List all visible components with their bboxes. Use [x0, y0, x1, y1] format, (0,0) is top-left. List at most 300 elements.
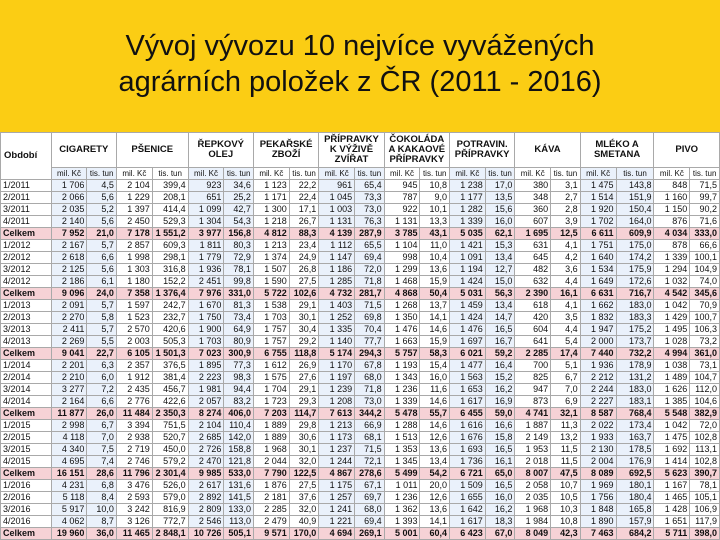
value-tis-tun-cell: 1 501,3	[152, 348, 188, 360]
value-tis-tun-cell: 62,1	[485, 228, 515, 240]
value-tis-tun-cell: 73,3	[355, 192, 385, 204]
value-mil-kc-cell: 1 171	[253, 192, 289, 204]
value-mil-kc-cell: 7 976	[188, 288, 224, 300]
value-tis-tun-cell: 37,6	[289, 492, 319, 504]
total-row	[1, 408, 720, 420]
value-mil-kc-cell: 700	[515, 360, 551, 372]
value-tis-tun-cell: 83,2	[224, 396, 254, 408]
value-mil-kc-cell: 1 514	[580, 192, 616, 204]
value-mil-kc-cell: 1 339	[449, 216, 485, 228]
unit-header: tis. tun	[690, 168, 720, 180]
value-tis-tun-cell: 15,4	[420, 360, 450, 372]
value-mil-kc-cell: 1 640	[580, 252, 616, 264]
table-row	[1, 300, 720, 312]
value-tis-tun-cell: 65,5	[355, 240, 385, 252]
value-mil-kc-cell: 7 178	[116, 228, 152, 240]
value-tis-tun-cell: 529,3	[152, 216, 188, 228]
table-row	[1, 360, 720, 372]
value-tis-tun-cell: 16,2	[485, 504, 515, 516]
unit-header: tis. tun	[289, 168, 319, 180]
value-mil-kc-cell: 4 062	[51, 516, 87, 528]
period-cell: 4/2013	[1, 336, 52, 348]
group-header: KÁVA	[515, 133, 580, 168]
unit-header: mil. Kč	[319, 168, 355, 180]
value-mil-kc-cell: 1 362	[384, 504, 420, 516]
value-mil-kc-cell: 1 303	[116, 264, 152, 276]
value-mil-kc-cell: 5 722	[253, 288, 289, 300]
value-mil-kc-cell: 4 694	[319, 528, 355, 540]
value-tis-tun-cell: 151,9	[616, 192, 654, 204]
value-tis-tun-cell: 102,8	[690, 432, 720, 444]
value-tis-tun-cell: 16,5	[485, 324, 515, 336]
value-tis-tun-cell: 13,4	[485, 252, 515, 264]
value-mil-kc-cell: 1 653	[449, 384, 485, 396]
value-mil-kc-cell: 7 440	[580, 348, 616, 360]
value-tis-tun-cell: 3,6	[551, 264, 581, 276]
value-mil-kc-cell: 5 917	[51, 504, 87, 516]
table-row	[1, 396, 720, 408]
value-tis-tun-cell: 816,9	[152, 504, 188, 516]
value-tis-tun-cell: 22,4	[289, 192, 319, 204]
value-mil-kc-cell: 2 270	[51, 312, 87, 324]
value-mil-kc-cell: 4 139	[319, 228, 355, 240]
value-tis-tun-cell: 77,3	[224, 360, 254, 372]
table-row	[1, 324, 720, 336]
period-cell: Celkem	[1, 408, 52, 420]
value-tis-tun-cell: 173,4	[616, 420, 654, 432]
value-tis-tun-cell: 98,3	[224, 372, 254, 384]
value-tis-tun-cell: 345,6	[690, 288, 720, 300]
value-tis-tun-cell: 5,7	[87, 324, 117, 336]
table-row	[1, 216, 720, 228]
value-tis-tun-cell: 11,5	[551, 456, 581, 468]
value-tis-tun-cell: 69,4	[355, 516, 385, 528]
value-mil-kc-cell: 1 751	[580, 240, 616, 252]
value-tis-tun-cell: 10,8	[551, 516, 581, 528]
value-mil-kc-cell: 1 676	[449, 432, 485, 444]
value-mil-kc-cell: 1 920	[580, 204, 616, 216]
value-mil-kc-cell: 1 507	[253, 264, 289, 276]
value-mil-kc-cell: 1 832	[580, 312, 616, 324]
value-mil-kc-cell: 4 867	[319, 468, 355, 480]
value-tis-tun-cell: 382,9	[690, 408, 720, 420]
value-tis-tun-cell: 110,4	[224, 420, 254, 432]
value-mil-kc-cell: 1 091	[449, 252, 485, 264]
value-mil-kc-cell: 1 895	[188, 360, 224, 372]
value-mil-kc-cell: 1 236	[384, 384, 420, 396]
group-header: PIVO	[654, 133, 720, 168]
table-row	[1, 264, 720, 276]
units-header-row	[1, 168, 720, 180]
value-mil-kc-cell: 2 451	[188, 276, 224, 288]
value-tis-tun-cell: 333,0	[690, 228, 720, 240]
value-mil-kc-cell: 4 542	[654, 288, 690, 300]
value-tis-tun-cell: 390,7	[690, 468, 720, 480]
value-tis-tun-cell: 6,1	[87, 276, 117, 288]
value-mil-kc-cell: 947	[515, 384, 551, 396]
value-tis-tun-cell: 112,0	[690, 384, 720, 396]
value-mil-kc-cell: 1 403	[319, 300, 355, 312]
value-tis-tun-cell: 6,7	[87, 420, 117, 432]
period-cell: Celkem	[1, 348, 52, 360]
value-mil-kc-cell: 4 812	[253, 228, 289, 240]
value-mil-kc-cell: 1 703	[188, 336, 224, 348]
value-mil-kc-cell: 1 374	[253, 252, 289, 264]
value-tis-tun-cell: 29,3	[289, 396, 319, 408]
value-mil-kc-cell: 1 042	[654, 300, 690, 312]
value-tis-tun-cell: 55,7	[420, 408, 450, 420]
value-tis-tun-cell: 7,2	[87, 384, 117, 396]
value-mil-kc-cell: 1 011	[384, 480, 420, 492]
value-tis-tun-cell: 7,0	[87, 432, 117, 444]
value-mil-kc-cell: 1 123	[253, 180, 289, 192]
value-tis-tun-cell: 72,0	[690, 420, 720, 432]
table-row	[1, 492, 720, 504]
value-mil-kc-cell: 10 726	[188, 528, 224, 540]
value-tis-tun-cell: 54,3	[224, 216, 254, 228]
value-mil-kc-cell: 6 021	[449, 348, 485, 360]
value-tis-tun-cell: 287,9	[355, 228, 385, 240]
value-mil-kc-cell: 1 186	[319, 264, 355, 276]
title-line-1: Vývoj vývozu 10 nejvíce vyvážených	[125, 30, 595, 62]
value-mil-kc-cell: 1 288	[384, 420, 420, 432]
value-mil-kc-cell: 645	[515, 252, 551, 264]
value-tis-tun-cell: 26,9	[289, 360, 319, 372]
value-mil-kc-cell: 632	[515, 276, 551, 288]
value-mil-kc-cell: 1 428	[654, 504, 690, 516]
value-mil-kc-cell: 1 147	[319, 252, 355, 264]
value-mil-kc-cell: 1 848	[580, 504, 616, 516]
value-mil-kc-cell: 2 066	[51, 192, 87, 204]
value-mil-kc-cell: 1 697	[449, 336, 485, 348]
value-mil-kc-cell: 1 424	[449, 276, 485, 288]
value-tis-tun-cell: 40,9	[289, 516, 319, 528]
value-tis-tun-cell: 80,9	[224, 336, 254, 348]
table-row	[1, 480, 720, 492]
value-tis-tun-cell: 29,8	[289, 420, 319, 432]
value-mil-kc-cell: 1 475	[580, 180, 616, 192]
value-mil-kc-cell: 1 912	[116, 372, 152, 384]
value-tis-tun-cell: 12,6	[420, 492, 450, 504]
value-mil-kc-cell: 1 393	[384, 516, 420, 528]
value-mil-kc-cell: 2 285	[515, 348, 551, 360]
value-mil-kc-cell: 1 241	[319, 504, 355, 516]
value-tis-tun-cell: 69,8	[355, 312, 385, 324]
value-mil-kc-cell: 1 112	[319, 240, 355, 252]
period-cell: 2/2011	[1, 192, 52, 204]
value-mil-kc-cell: 2 357	[116, 360, 152, 372]
value-mil-kc-cell: 1 282	[449, 204, 485, 216]
value-tis-tun-cell: 12,7	[485, 264, 515, 276]
value-tis-tun-cell: 5,1	[551, 360, 581, 372]
total-row	[1, 228, 720, 240]
value-tis-tun-cell: 26,7	[289, 216, 319, 228]
value-mil-kc-cell: 1 750	[188, 312, 224, 324]
value-tis-tun-cell: 6,3	[87, 360, 117, 372]
value-tis-tun-cell: 692,5	[616, 468, 654, 480]
value-tis-tun-cell: 505,3	[152, 336, 188, 348]
value-mil-kc-cell: 19 960	[51, 528, 87, 540]
value-tis-tun-cell: 208,1	[152, 192, 188, 204]
value-mil-kc-cell: 5 548	[654, 408, 690, 420]
value-tis-tun-cell: 118,8	[289, 348, 319, 360]
value-tis-tun-cell: 100,7	[690, 312, 720, 324]
value-tis-tun-cell: 173,7	[616, 336, 654, 348]
value-tis-tun-cell: 183,1	[616, 396, 654, 408]
value-mil-kc-cell: 1 424	[449, 312, 485, 324]
value-tis-tun-cell: 16,9	[485, 396, 515, 408]
value-tis-tun-cell: 13,5	[485, 192, 515, 204]
value-mil-kc-cell: 1 299	[384, 264, 420, 276]
value-tis-tun-cell: 73,0	[355, 396, 385, 408]
value-tis-tun-cell: 2,8	[551, 204, 581, 216]
value-mil-kc-cell: 6 631	[580, 288, 616, 300]
value-tis-tun-cell: 14,1	[420, 516, 450, 528]
value-tis-tun-cell: 183,3	[616, 312, 654, 324]
value-mil-kc-cell: 604	[515, 324, 551, 336]
value-tis-tun-cell: 113,1	[690, 444, 720, 456]
value-tis-tun-cell: 104,9	[690, 264, 720, 276]
value-mil-kc-cell: 1 757	[253, 324, 289, 336]
value-tis-tun-cell: 131,6	[224, 480, 254, 492]
value-mil-kc-cell: 2 035	[515, 492, 551, 504]
value-mil-kc-cell: 3 126	[116, 516, 152, 528]
value-mil-kc-cell: 1 465	[654, 492, 690, 504]
value-tis-tun-cell: 58,3	[420, 348, 450, 360]
value-mil-kc-cell: 1 495	[654, 324, 690, 336]
value-mil-kc-cell: 1 252	[319, 312, 355, 324]
value-mil-kc-cell: 1 173	[319, 432, 355, 444]
value-mil-kc-cell: 1 345	[384, 456, 420, 468]
value-mil-kc-cell: 1 702	[580, 216, 616, 228]
period-cell: 1/2016	[1, 480, 52, 492]
value-tis-tun-cell: 16,0	[485, 492, 515, 504]
value-tis-tun-cell: 772,7	[152, 516, 188, 528]
value-mil-kc-cell: 1 140	[319, 336, 355, 348]
value-mil-kc-cell: 1 968	[253, 444, 289, 456]
value-tis-tun-cell: 152,2	[152, 276, 188, 288]
value-mil-kc-cell: 1 042	[654, 420, 690, 432]
value-tis-tun-cell: 12,5	[551, 228, 581, 240]
period-cell: Celkem	[1, 468, 52, 480]
value-mil-kc-cell: 5 174	[319, 348, 355, 360]
value-tis-tun-cell: 15,6	[485, 204, 515, 216]
value-mil-kc-cell: 1 304	[188, 216, 224, 228]
value-mil-kc-cell: 6 455	[449, 408, 485, 420]
value-mil-kc-cell: 1 429	[654, 312, 690, 324]
value-mil-kc-cell: 3 476	[116, 480, 152, 492]
value-mil-kc-cell: 4 994	[654, 348, 690, 360]
unit-header: tis. tun	[551, 168, 581, 180]
value-tis-tun-cell: 141,5	[224, 492, 254, 504]
value-tis-tun-cell: 232,7	[152, 312, 188, 324]
value-tis-tun-cell: 158,8	[224, 444, 254, 456]
value-tis-tun-cell: 10,5	[551, 492, 581, 504]
value-mil-kc-cell: 1 703	[253, 312, 289, 324]
value-mil-kc-cell: 1 193	[384, 360, 420, 372]
value-mil-kc-cell: 420	[515, 312, 551, 324]
value-mil-kc-cell: 1 723	[253, 396, 289, 408]
value-mil-kc-cell: 1 213	[319, 420, 355, 432]
period-cell: 4/2016	[1, 516, 52, 528]
value-mil-kc-cell: 2 223	[188, 372, 224, 384]
value-mil-kc-cell: 1 655	[449, 492, 485, 504]
value-tis-tun-cell: 7,4	[87, 456, 117, 468]
value-mil-kc-cell: 9 571	[253, 528, 289, 540]
value-tis-tun-cell: 15,3	[485, 240, 515, 252]
value-mil-kc-cell: 2 450	[116, 216, 152, 228]
value-tis-tun-cell: 30,4	[289, 324, 319, 336]
value-tis-tun-cell: 9,0	[420, 192, 450, 204]
value-tis-tun-cell: 172,6	[616, 276, 654, 288]
value-mil-kc-cell: 618	[515, 300, 551, 312]
table-row	[1, 276, 720, 288]
value-tis-tun-cell: 5,6	[87, 264, 117, 276]
value-tis-tun-cell: 5,4	[551, 336, 581, 348]
value-mil-kc-cell: 1 509	[449, 480, 485, 492]
value-mil-kc-cell: 3 785	[384, 228, 420, 240]
value-tis-tun-cell: 73,0	[355, 204, 385, 216]
value-mil-kc-cell: 2 035	[51, 204, 87, 216]
value-mil-kc-cell: 1 213	[253, 240, 289, 252]
value-mil-kc-cell: 2 057	[188, 396, 224, 408]
value-tis-tun-cell: 5,7	[87, 300, 117, 312]
value-tis-tun-cell: 21,0	[87, 228, 117, 240]
title-line-2: agrárních položek z ČR (2011 - 2016)	[118, 66, 602, 98]
table-row	[1, 384, 720, 396]
value-tis-tun-cell: 14,6	[420, 396, 450, 408]
value-mil-kc-cell: 1 257	[319, 492, 355, 504]
value-tis-tun-cell: 78,1	[690, 480, 720, 492]
value-tis-tun-cell: 406,0	[224, 408, 254, 420]
value-mil-kc-cell: 5 031	[449, 288, 485, 300]
unit-header: tis. tun	[152, 168, 188, 180]
value-mil-kc-cell: 1 513	[384, 432, 420, 444]
unit-header: mil. Kč	[449, 168, 485, 180]
value-mil-kc-cell: 1 476	[449, 324, 485, 336]
period-cell: 2/2013	[1, 312, 52, 324]
value-tis-tun-cell: 70,9	[690, 300, 720, 312]
value-mil-kc-cell: 5 757	[384, 348, 420, 360]
table-row	[1, 456, 720, 468]
value-tis-tun-cell: 69,4	[355, 252, 385, 264]
value-tis-tun-cell: 4,5	[87, 180, 117, 192]
title-banner	[0, 0, 720, 132]
value-tis-tun-cell: 170,0	[289, 528, 319, 540]
value-mil-kc-cell: 1 651	[654, 516, 690, 528]
value-tis-tun-cell: 14,7	[485, 312, 515, 324]
value-tis-tun-cell: 165,8	[616, 504, 654, 516]
value-tis-tun-cell: 14,1	[420, 312, 450, 324]
value-mil-kc-cell: 1 692	[654, 444, 690, 456]
total-row	[1, 288, 720, 300]
value-mil-kc-cell: 8 007	[515, 468, 551, 480]
value-tis-tun-cell: 2,7	[551, 192, 581, 204]
value-tis-tun-cell: 16,0	[485, 216, 515, 228]
value-tis-tun-cell: 6,8	[87, 480, 117, 492]
value-tis-tun-cell: 42,3	[551, 528, 581, 540]
value-mil-kc-cell: 4 340	[51, 444, 87, 456]
value-mil-kc-cell: 641	[515, 336, 551, 348]
table-row	[1, 240, 720, 252]
period-cell: 2/2016	[1, 492, 52, 504]
value-mil-kc-cell: 1 642	[449, 504, 485, 516]
value-mil-kc-cell: 1 933	[580, 432, 616, 444]
period-cell: 3/2012	[1, 264, 52, 276]
value-tis-tun-cell: 2 848,1	[152, 528, 188, 540]
table-row	[1, 252, 720, 264]
period-cell: 3/2011	[1, 204, 52, 216]
value-tis-tun-cell: 10,0	[87, 504, 117, 516]
value-mil-kc-cell: 1 563	[449, 372, 485, 384]
value-tis-tun-cell: 422,6	[152, 396, 188, 408]
value-mil-kc-cell: 2 003	[116, 336, 152, 348]
value-tis-tun-cell: 269,1	[355, 528, 385, 540]
value-mil-kc-cell: 11 877	[51, 408, 87, 420]
value-mil-kc-cell: 1 900	[188, 324, 224, 336]
value-mil-kc-cell: 1 984	[515, 516, 551, 528]
value-mil-kc-cell: 607	[515, 216, 551, 228]
value-tis-tun-cell: 30,1	[289, 444, 319, 456]
unit-header: tis. tun	[87, 168, 117, 180]
value-tis-tun-cell: 71,5	[355, 444, 385, 456]
value-tis-tun-cell: 420,6	[152, 324, 188, 336]
value-tis-tun-cell: 5,7	[87, 240, 117, 252]
value-tis-tun-cell: 8,7	[87, 516, 117, 528]
value-mil-kc-cell: 1 757	[253, 336, 289, 348]
value-mil-kc-cell: 1 104	[384, 240, 420, 252]
value-mil-kc-cell: 1 475	[654, 432, 690, 444]
value-tis-tun-cell: 15,8	[485, 432, 515, 444]
period-cell: 4/2011	[1, 216, 52, 228]
value-tis-tun-cell: 77,7	[355, 336, 385, 348]
value-tis-tun-cell: 316,8	[152, 264, 188, 276]
value-tis-tun-cell: 4,1	[551, 240, 581, 252]
value-tis-tun-cell: 72,1	[355, 456, 385, 468]
value-tis-tun-cell: 68,0	[355, 504, 385, 516]
value-mil-kc-cell: 8 274	[188, 408, 224, 420]
value-tis-tun-cell: 13,3	[420, 216, 450, 228]
value-mil-kc-cell: 5 478	[384, 408, 420, 420]
value-tis-tun-cell: 73,2	[690, 336, 720, 348]
value-tis-tun-cell: 399,4	[152, 180, 188, 192]
value-mil-kc-cell: 1 538	[253, 300, 289, 312]
period-cell: 1/2013	[1, 300, 52, 312]
value-mil-kc-cell: 3 394	[116, 420, 152, 432]
value-tis-tun-cell: 143,8	[616, 180, 654, 192]
period-cell: 3/2013	[1, 324, 52, 336]
value-mil-kc-cell: 5 623	[654, 468, 690, 480]
value-tis-tun-cell: 7,0	[551, 384, 581, 396]
value-mil-kc-cell: 1 476	[384, 324, 420, 336]
value-tis-tun-cell: 157,9	[616, 516, 654, 528]
value-tis-tun-cell: 11,3	[551, 420, 581, 432]
value-tis-tun-cell: 26,8	[289, 264, 319, 276]
value-tis-tun-cell: 142,0	[224, 432, 254, 444]
value-mil-kc-cell: 1 756	[580, 492, 616, 504]
value-mil-kc-cell: 7 790	[253, 468, 289, 480]
unit-header: mil. Kč	[188, 168, 224, 180]
value-tis-tun-cell: 20,0	[420, 480, 450, 492]
value-mil-kc-cell: 1 038	[654, 360, 690, 372]
value-mil-kc-cell: 1 028	[654, 336, 690, 348]
value-tis-tun-cell: 164,0	[616, 216, 654, 228]
value-tis-tun-cell: 72,9	[224, 252, 254, 264]
value-mil-kc-cell: 2 938	[116, 432, 152, 444]
value-mil-kc-cell: 1 099	[188, 204, 224, 216]
value-mil-kc-cell: 3 242	[116, 504, 152, 516]
value-mil-kc-cell: 2 998	[51, 420, 87, 432]
